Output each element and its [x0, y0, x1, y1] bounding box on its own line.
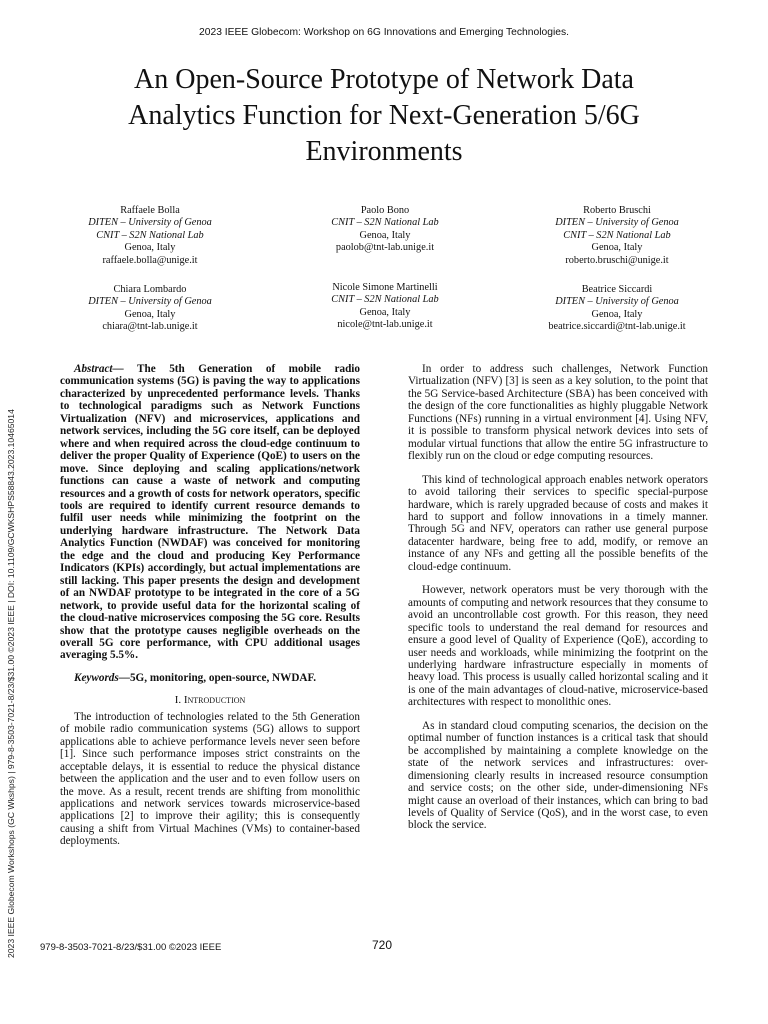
section-heading: I. Introduction: [174, 694, 246, 707]
author-name: Roberto Bruschi: [583, 205, 651, 216]
author-location: Genoa, Italy: [591, 308, 643, 320]
author-name: Raffaele Bolla: [120, 205, 180, 216]
author-name: Nicole Simone Martinelli: [332, 282, 438, 293]
body-paragraph: However, network operators must be very thorough with the amounts of computing and network resources that they consume to avoid an uncontrollable cost growth. For this reason, they need specific tools to understand the real demand for resources and ensure a good level of Quality of Experience (QoE), according to user needs and workloads, while minimizing the footprint on the underlying hardware infrastructure especially in moments of heavy load. This process is usually called horizontal scaling and it is one of the main advantages of cloud-native, microservice-based architectures with respect to monolithic ones.: [408, 584, 708, 709]
page-number: 720: [372, 938, 393, 952]
author-affiliation: CNIT – S2N National Lab: [563, 229, 671, 241]
author-block: [290, 205, 480, 255]
author-email: nicole@tnt-lab.unige.it: [337, 319, 433, 331]
doi-side-note: 2023 IEEE Globecom Workshops (GC Wkshps) | 979-8-3503-7021-8/23/$31.00 ©2023 IEEE | DOI: 10.1109/GCWKSHPS58843.2023.10465014: [6, 409, 16, 958]
body-paragraph: In order to address such challenges, Network Function Virtualization (NFV) [3] is seen as a key solution, to the point that the 5G Service-based Architecture (SBA) has been conceived with the design of the core functionalities as highly pluggable Network Functions (NFs) running in a virtual environment [4]. Using NFV, it is possible to transform physical network devices into sets of modular virtual functions that allow the entire 5G infrastructure to flexibly run on the cloud or edge computing resources.: [408, 363, 708, 463]
author-affiliation: CNIT – S2N National Lab: [96, 229, 204, 241]
author-affiliation: DITEN – University of Genoa: [88, 217, 212, 229]
right-column: [408, 363, 708, 832]
body-paragraph: As in standard cloud computing scenarios, the decision on the optimal number of function instances is a critical task that should be accomplished by maintaining a complete knowledge on the state of the network services and infrastructures: over-dimensioning clearly results in increased resource consumption and service costs; on the other side, under-dimensioning NFs might cause an overload of their instances, which can bring to bad levels of Quality of Service (QoS), and in the worst case, to even block the service.: [408, 719, 708, 832]
author-email: paolob@tnt-lab.unige.it: [335, 242, 435, 254]
abstract: [60, 363, 360, 662]
abstract-text: The 5th Generation of mobile radio communication systems (5G) is paving the way to applications characterized by unprecedented performance levels. Thanks to technological paradigms such as Network Functions Virtualization (NFV) and microservices, applications and network services, including the 5G core itself, can be deployed where and when required across the cloud-edge continuum to deliver the proper Quality of Experience (QoE) to users on the move. Since deploying and scaling applications/network functions can cause a waste of network and computing resources and a growth of costs for network operators, specific tools are required to identify current resource demands to fulfil user needs while minimizing the footprint on the underlying hardware infrastructure. The Network Data Analytics Function (NWDAF) was conceived for monitoring the edge and the cloud and producing Key Performance Indicators (KPIs) accordingly, but actual implementations are still lacking. This paper presents the design and development of an NWDAF prototype to be integrated in the core of a 5G network, to provide useful data for the horizontal scaling of the cloud-native microservices composing the 5G core. Results show that the prototype causes negligible overheads on the overall 5G core performance, with CPU additional usages averaging 5.5%.: [60, 363, 360, 662]
paper-title: An Open-Source Prototype of Network Data Analytics Function for Next-Generation 5/6G Environments: [128, 64, 640, 167]
conference-header: 2023 IEEE Globecom: Workshop on 6G Innovations and Emerging Technologies.: [199, 27, 569, 38]
keywords: [60, 672, 360, 684]
body-paragraph: The introduction of technologies related to the 5th Generation of mobile radio communication systems (5G) allows to support applications able to achieve performance levels never seen before [1]. Since such performance imposes strict constraints on the acceptable delays, it is essential to reduce the physical distance between the application and the user and to even follow users on the move. As a result, recent trends are shifting from monolithic applications and network services towards microservice-based applications [2] to improve their agility; this is consequently causing a shift from Virtual Machines (VMs) to container-based deployments.: [60, 710, 360, 848]
author-email: beatrice.siccardi@tnt-lab.unige.it: [548, 321, 686, 333]
author-affiliation: DITEN – University of Genoa: [555, 217, 679, 229]
author-affiliation: DITEN – University of Genoa: [88, 296, 212, 308]
author-location: Genoa, Italy: [359, 306, 411, 318]
author-block: [522, 284, 712, 334]
body-paragraph: This kind of technological approach enables network operators to avoid tailoring their services to specific special-purpose hardware, which is rarely upgraded because of costs and makes it hard to support and follow innovations in a timely manner. Through 5G and NFV, operators can rather use general purpose datacenter hardware, being free to add, modify, or remove an instance of any NFs and getting all the possible benefits of the cloud-edge continuum.: [408, 473, 708, 573]
author-location: Genoa, Italy: [124, 242, 176, 254]
author-location: Genoa, Italy: [124, 308, 176, 320]
author-affiliation: CNIT – S2N National Lab: [331, 294, 439, 306]
abstract-lead: Abstract—: [74, 363, 124, 375]
author-name: Chiara Lombardo: [113, 284, 187, 295]
author-block: [290, 282, 480, 332]
author-affiliation: CNIT – S2N National Lab: [331, 217, 439, 229]
keywords-lead: Keywords—: [74, 671, 130, 684]
author-email: chiara@tnt-lab.unige.it: [102, 321, 198, 333]
author-name: Paolo Bono: [360, 205, 410, 216]
author-affiliation: DITEN – University of Genoa: [555, 296, 679, 308]
author-name: Beatrice Siccardi: [581, 284, 653, 295]
author-email: raffaele.bolla@unige.it: [102, 254, 198, 266]
author-block: [522, 205, 712, 267]
author-block: [55, 284, 245, 334]
left-column: [60, 363, 360, 848]
author-location: Genoa, Italy: [359, 229, 411, 241]
author-block: [55, 205, 245, 267]
author-location: Genoa, Italy: [591, 242, 643, 254]
keywords-text: 5G, monitoring, open-source, NWDAF.: [129, 671, 317, 684]
author-email: roberto.bruschi@unige.it: [565, 254, 669, 266]
footer-copyright: 979-8-3503-7021-8/23/$31.00 ©2023 IEEE: [40, 942, 222, 953]
